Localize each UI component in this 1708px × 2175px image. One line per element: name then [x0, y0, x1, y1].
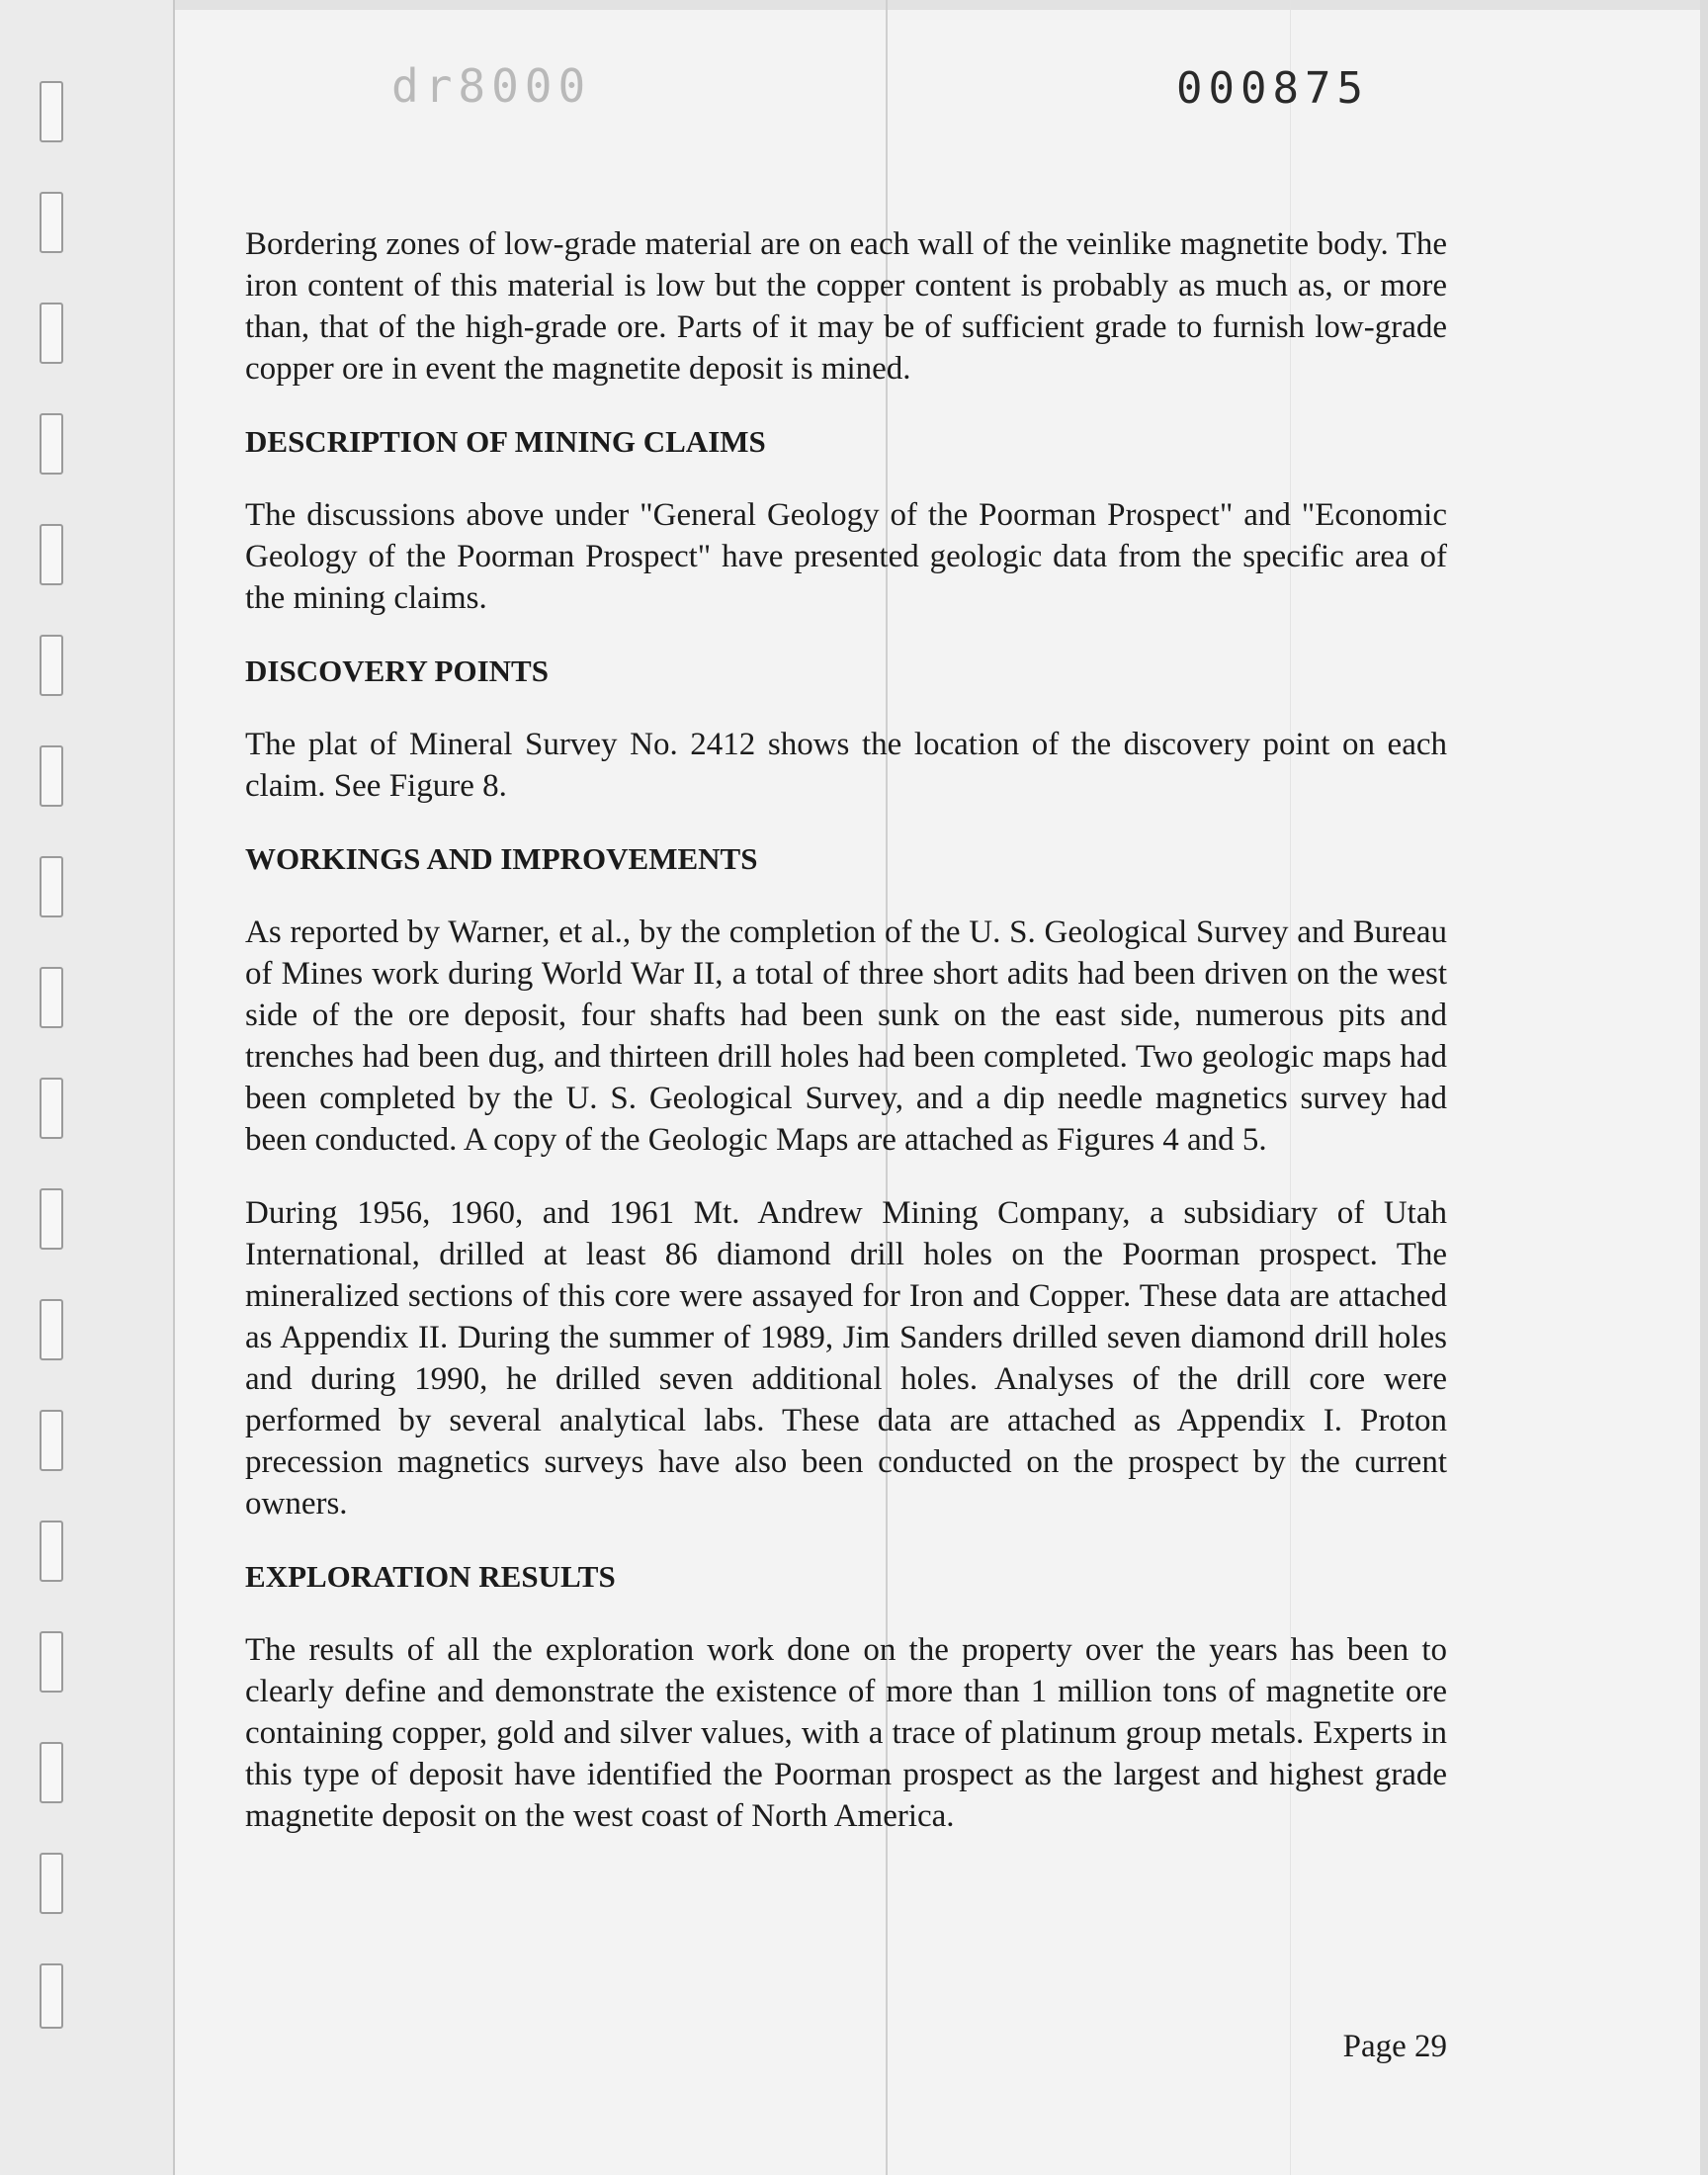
- binder-hole-icon: [40, 1631, 63, 1693]
- body-paragraph: The results of all the exploration work done on the property over the years has been to clearly define and demonstrate the existence of more than 1 million tons of magnetite ore containing copper, gold and silver values, with a trace of platinum group metals. Experts in this type of deposit have identified the Poorman prospect as the largest and highest grade magnetite deposit on the west coast of North America.: [245, 1632, 1447, 1834]
- binder-hole-icon: [40, 1410, 63, 1471]
- binder-hole-icon: [40, 413, 63, 475]
- body-paragraph: The discussions above under "General Geology of the Poorman Prospect" and "Economic Geology of the Poorman Prospect" have presented geologic data from the specific area of the mining claims.: [245, 497, 1447, 616]
- scan-right-edge: [1700, 0, 1708, 2175]
- binder-hole-icon: [40, 1853, 63, 1914]
- section-heading: DISCOVERY POINTS: [245, 653, 549, 688]
- scan-top-edge: [173, 0, 1708, 10]
- body-paragraph: During 1956, 1960, and 1961 Mt. Andrew Mining Company, a subsidiary of Utah International, drilled at least 86 diamond drill holes on the Poorman prospect. The mineralized sections of this core were assayed for Iron and Copper. These data are attached as Appendix II. During the summer of 1989, Jim Sanders drilled seven diamond drill holes and during 1990, he drilled seven additional holes. Analyses of the drill core were performed by several analytical labs. These data are attached as Appendix I. Proton precession magnetics surveys have also been conducted on the prospect by the current owners.: [245, 1195, 1447, 1522]
- faded-stamp: dr8000: [391, 59, 592, 113]
- binder-hole-icon: [40, 81, 63, 142]
- document-body: [245, 223, 1447, 1837]
- binder-hole-icon: [40, 303, 63, 364]
- bates-number-stamp: 000875: [1176, 63, 1369, 114]
- binder-hole-icon: [40, 856, 63, 917]
- binder-hole-icon: [40, 1188, 63, 1250]
- binder-hole-icon: [40, 635, 63, 696]
- binder-hole-icon: [40, 524, 63, 585]
- body-paragraph: Bordering zones of low-grade material are on each wall of the veinlike magnetite body. The iron content of this material is low but the copper content is probably as much as, or more than, that of the high-grade ore. Parts of it may be of sufficient grade to furnish low-grade copper ore in event the magnetite deposit is mined.: [245, 226, 1447, 387]
- section-heading: WORKINGS AND IMPROVEMENTS: [245, 841, 758, 876]
- section-heading: EXPLORATION RESULTS: [245, 1559, 616, 1594]
- section-heading: DESCRIPTION OF MINING CLAIMS: [245, 424, 766, 459]
- binder-hole-icon: [40, 192, 63, 253]
- binder-hole-icon: [40, 1742, 63, 1803]
- binder-hole-icon: [40, 1963, 63, 2029]
- binder-hole-icon: [40, 1299, 63, 1360]
- page-number: Page 29: [1342, 2029, 1447, 2064]
- binder-hole-icon: [40, 1078, 63, 1139]
- binder-strip: [0, 0, 175, 2175]
- binder-hole-icon: [40, 967, 63, 1028]
- binder-hole-icon: [40, 1521, 63, 1582]
- body-paragraph: As reported by Warner, et al., by the completion of the U. S. Geological Survey and Bureau of Mines work during World War II, a total of three short adits had been driven on the west side of the ore deposit, four shafts had been sunk on the east side, numerous pits and trenches had been dug, and thirteen drill holes had been completed. Two geologic maps had been completed by the U. S. Geological Survey, and a dip needle magnetics survey had been conducted. A copy of the Geologic Maps are attached as Figures 4 and 5.: [245, 914, 1447, 1158]
- binder-hole-icon: [40, 745, 63, 807]
- body-paragraph: The plat of Mineral Survey No. 2412 shows the location of the discovery point on each claim. See Figure 8.: [245, 727, 1447, 804]
